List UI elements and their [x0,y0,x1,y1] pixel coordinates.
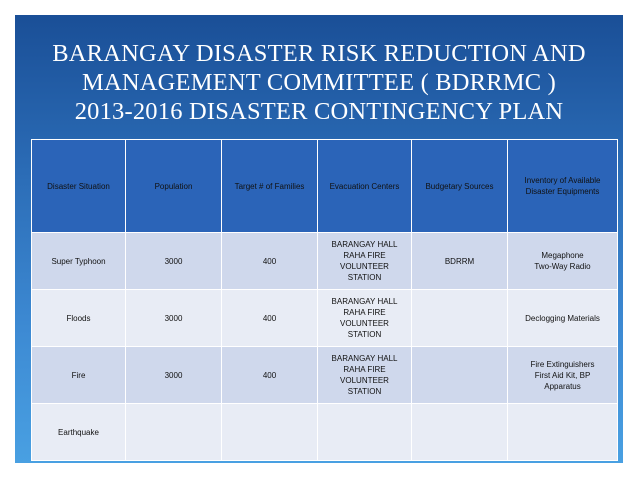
inventory-line: Two-Way Radio [534,262,591,271]
cell-disaster: Fire [32,347,126,404]
evac-line: BARANGAY HALL [331,297,398,306]
cell-evacuation [318,233,412,290]
cell-budget [412,404,508,461]
cell-families: 400 [222,290,318,347]
evac-line: STATION [347,387,382,396]
cell-disaster: Earthquake [32,404,126,461]
table-row [32,233,618,290]
cell-inventory [508,404,618,461]
evac-line: RAHA FIRE VOLUNTEER [340,365,389,385]
cell-families: 400 [222,233,318,290]
title-line-1: BARANGAY DISASTER RISK REDUCTION AND [52,40,586,67]
contingency-table [31,139,618,461]
evac-line: STATION [347,330,382,339]
cell-budget: BDRRM [412,233,508,290]
cell-disaster: Floods [32,290,126,347]
evac-line: BARANGAY HALL [331,240,398,249]
cell-population [126,404,222,461]
cell-budget [412,347,508,404]
cell-disaster: Super Typhoon [32,233,126,290]
cell-inventory [508,233,618,290]
cell-population: 3000 [126,233,222,290]
cell-evacuation [318,347,412,404]
cell-population: 3000 [126,290,222,347]
inventory-line: Apparatus [544,381,581,391]
cell-evacuation [318,404,412,461]
table-row [32,290,618,347]
title-line-2: MANAGEMENT COMMITTEE ( BDRRMC ) [82,69,556,96]
header-target-families: Target # of Families [222,140,318,233]
cell-families [222,404,318,461]
cell-evacuation [318,290,412,347]
inventory-line: Fire Extinguishers [530,359,595,369]
title-line-3: 2013-2016 DISASTER CONTINGENCY PLAN [74,98,564,125]
cell-inventory [508,347,618,404]
header-budgetary-sources: Budgetary Sources [412,140,508,233]
header-inventory: Inventory of Available Disaster Equipments [508,140,618,233]
cell-budget [412,290,508,347]
slide [15,15,623,463]
evac-line: RAHA FIRE VOLUNTEER [340,251,389,271]
header-disaster-situation: Disaster Situation [32,140,126,233]
inventory-line: First Aid Kit, BP [534,370,591,380]
slide-title [15,39,623,126]
inventory-line: Declogging Materials [525,313,600,323]
cell-inventory [508,290,618,347]
cell-families: 400 [222,347,318,404]
inventory-line: Megaphone [541,251,584,260]
table-header-row [32,140,618,233]
evac-line: BARANGAY HALL [331,354,398,363]
header-evacuation-centers: Evacuation Centers [318,140,412,233]
header-population: Population [126,140,222,233]
table-row [32,347,618,404]
table-row [32,404,618,461]
evac-line: STATION [347,273,382,282]
cell-population: 3000 [126,347,222,404]
evac-line: RAHA FIRE VOLUNTEER [340,308,389,328]
